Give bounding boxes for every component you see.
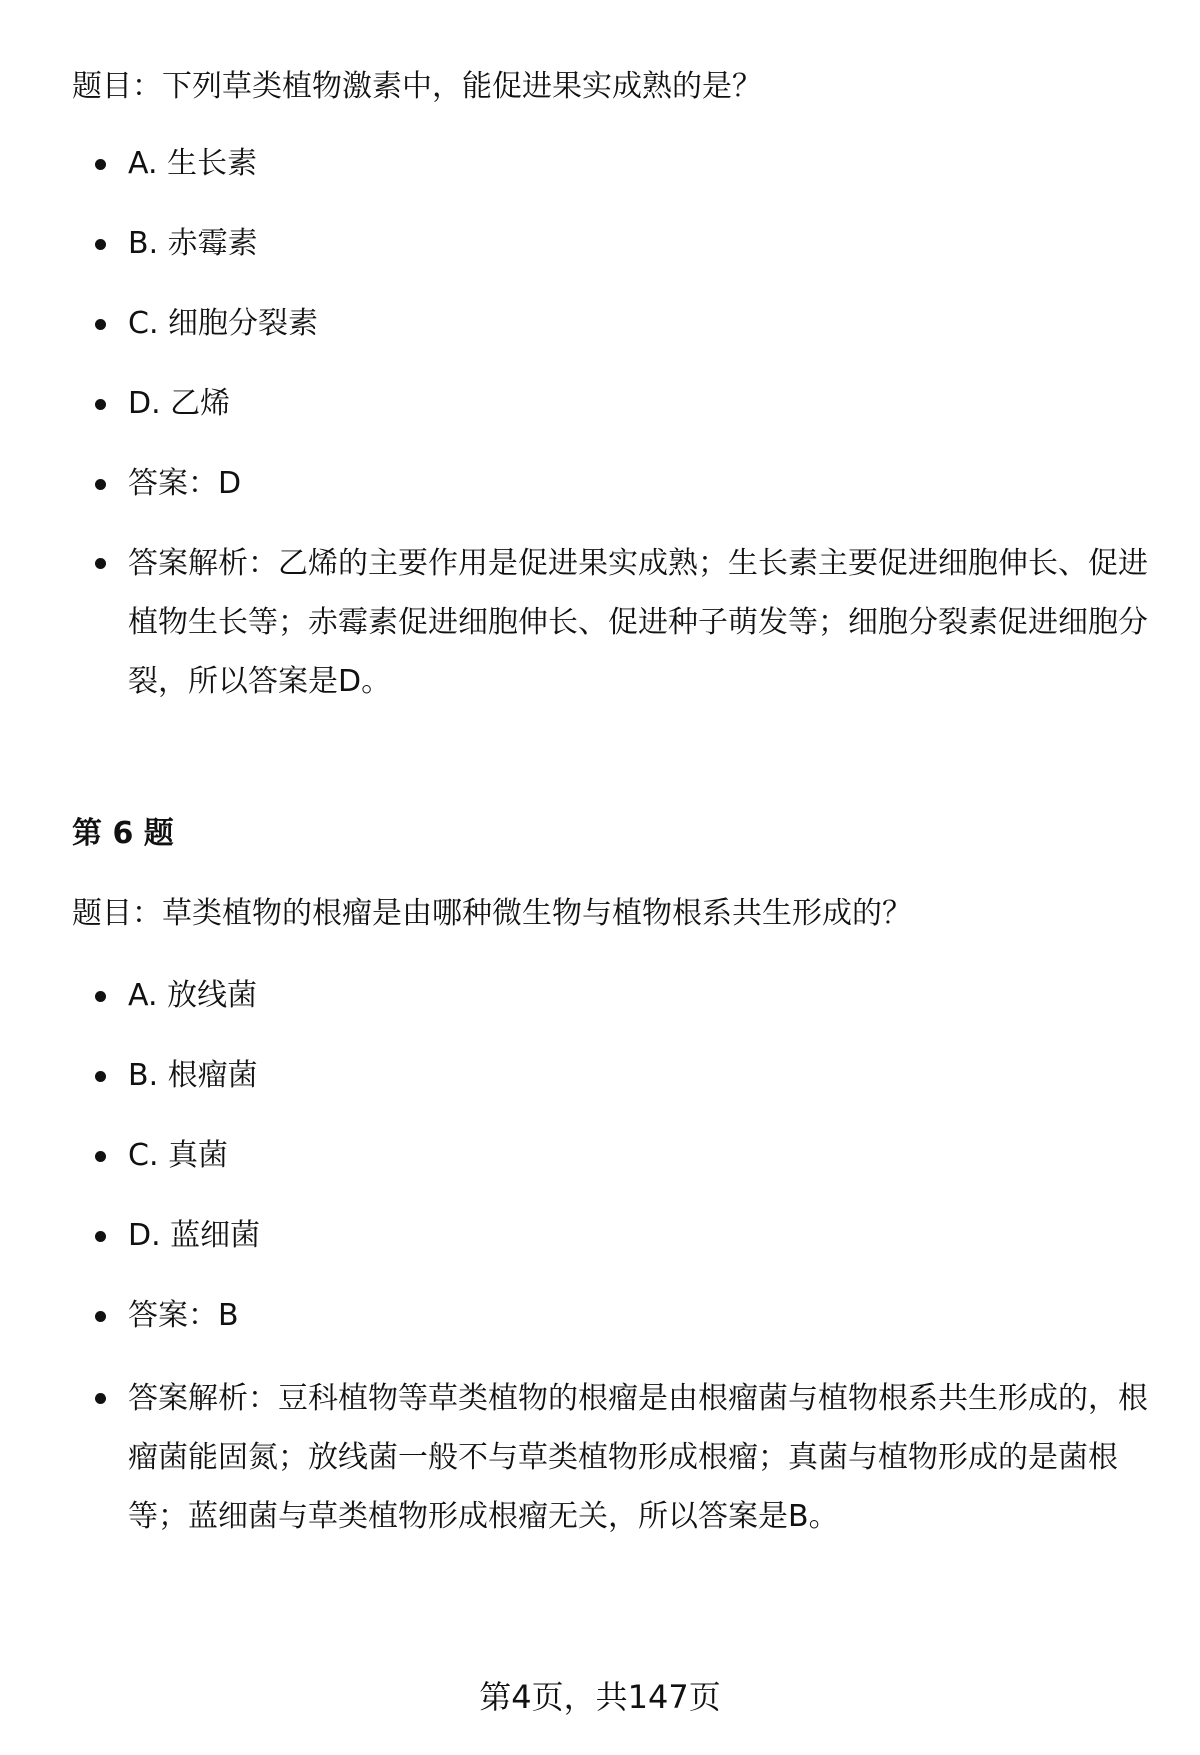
question-5-option-c xyxy=(95,303,1155,345)
bullet-icon xyxy=(95,558,106,569)
answer-label: 答案：D xyxy=(128,466,242,501)
question-5-text: 题目：下列草类植物激素中，能促进果实成熟的是？ xyxy=(72,69,762,104)
bullet-icon xyxy=(95,1231,106,1242)
option-label: B. 赤霉素 xyxy=(128,226,258,261)
answer-label: 答案：B xyxy=(128,1298,239,1333)
option-label: C. 真菌 xyxy=(128,1138,229,1173)
page-number-footer: 第4页，共147页 xyxy=(479,1678,721,1716)
question-6-answer xyxy=(95,1295,1155,1337)
question-6-explanation xyxy=(95,1377,1155,1546)
question-5-option-d xyxy=(95,383,1155,425)
question-5-option-a xyxy=(95,143,1155,185)
question-6-option-b xyxy=(95,1055,1155,1097)
option-label: C. 细胞分裂素 xyxy=(128,306,319,341)
bullet-icon xyxy=(95,239,106,250)
option-label: D. 蓝细菌 xyxy=(128,1218,261,1253)
question-5-option-b xyxy=(95,223,1155,265)
bullet-icon xyxy=(95,1311,106,1322)
option-label: D. 乙烯 xyxy=(128,386,231,421)
question-5-explanation xyxy=(95,542,1155,711)
bullet-icon xyxy=(95,1071,106,1082)
bullet-icon xyxy=(95,319,106,330)
bullet-icon xyxy=(95,991,106,1002)
question-6-option-d xyxy=(95,1215,1155,1257)
question-6-text: 题目：草类植物的根瘤是由哪种微生物与植物根系共生形成的？ xyxy=(72,896,912,931)
option-label: B. 根瘤菌 xyxy=(128,1058,258,1093)
bullet-icon xyxy=(95,479,106,490)
question-5-answer xyxy=(95,463,1155,505)
question-6-option-a xyxy=(95,975,1155,1017)
option-label: A. 放线菌 xyxy=(128,978,258,1013)
question-6-option-c xyxy=(95,1135,1155,1177)
question-6-heading: 第 6 题 xyxy=(72,816,174,851)
bullet-icon xyxy=(95,399,106,410)
explanation-text: 答案解析：豆科植物等草类植物的根瘤是由根瘤菌与植物根系共生形成的，根瘤菌能固氮；放线菌一般不与草类植物形成根瘤；真菌与植物形成的是菌根等；蓝细菌与草类植物形成根瘤无关，所以答案是B。 xyxy=(128,1381,1148,1534)
bullet-icon xyxy=(95,1393,106,1404)
explanation-text: 答案解析：乙烯的主要作用是促进果实成熟；生长素主要促进细胞伸长、促进植物生长等；赤霉素促进细胞伸长、促进种子萌发等；细胞分裂素促进细胞分裂，所以答案是D。 xyxy=(128,546,1148,699)
bullet-icon xyxy=(95,1151,106,1162)
bullet-icon xyxy=(95,159,106,170)
option-label: A. 生长素 xyxy=(128,146,258,181)
